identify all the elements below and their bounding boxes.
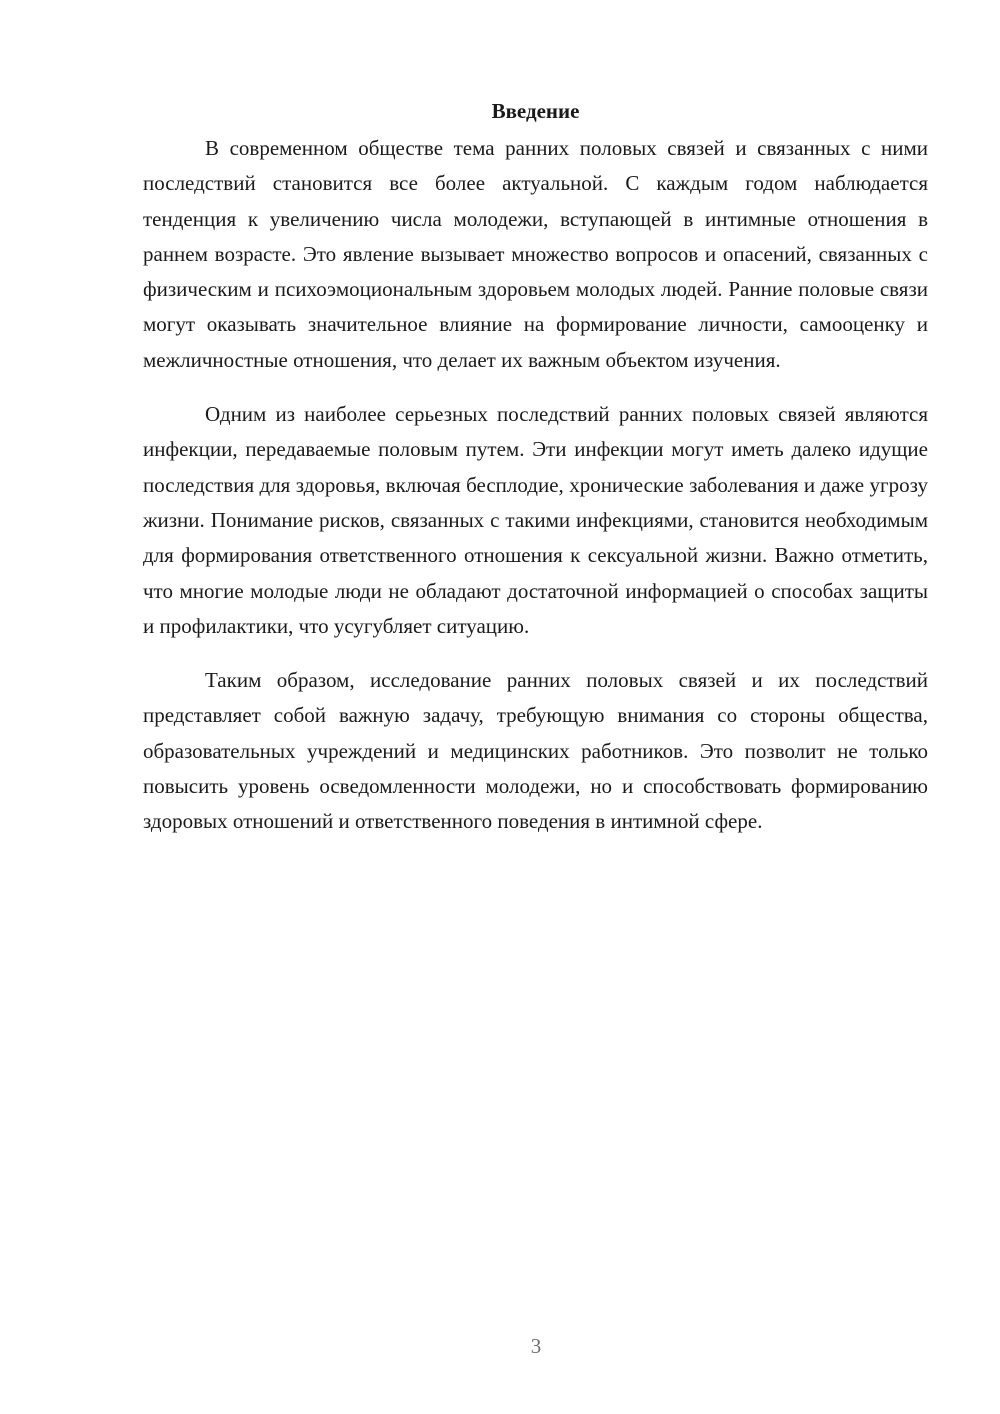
paragraph-3: Таким образом, исследование ранних половых связей и их последствий представляет собой важную задачу, требующую внимания со стороны общества, образовательных учреждений и медицинских работников. Это позволит не только повысить уровень осведомленности молодежи, но и способствовать формированию здоровых отношений и ответственного поведения в интимной сфере.: [143, 668, 928, 834]
paragraph-2: Одним из наиболее серьезных последствий ранних половых связей являются инфекции, передаваемые половым путем. Эти инфекции могут иметь далеко идущие последствия для здоровья, включая бесплодие, хронические заболевания и даже угрозу жизни. Понимание рисков, связанных с такими инфекциями, становится необходимым для формирования ответственного отношения к сексуальной жизни. Важно отметить, что многие молодые люди не обладают достаточной информацией о способах защиты и профилактики, что усугубляет ситуацию.: [143, 402, 928, 638]
page-content: [143, 94, 928, 859]
paragraph-1: В современном обществе тема ранних половых связей и связанных с ними последствий становится все более актуальной. С каждым годом наблюдается тенденция к увеличению числа молодежи, вступающей в интимные отношения в раннем возрасте. Это явление вызывает множество вопросов и опасений, связанных с физическим и психоэмоциональным здоровьем молодых людей. Ранние половые связи могут оказывать значительное влияние на формирование личности, самооценку и межличностные отношения, что делает их важным объектом изучения.: [143, 136, 928, 372]
page-number: 3: [530, 1334, 542, 1358]
section-heading: Введение: [491, 99, 580, 123]
